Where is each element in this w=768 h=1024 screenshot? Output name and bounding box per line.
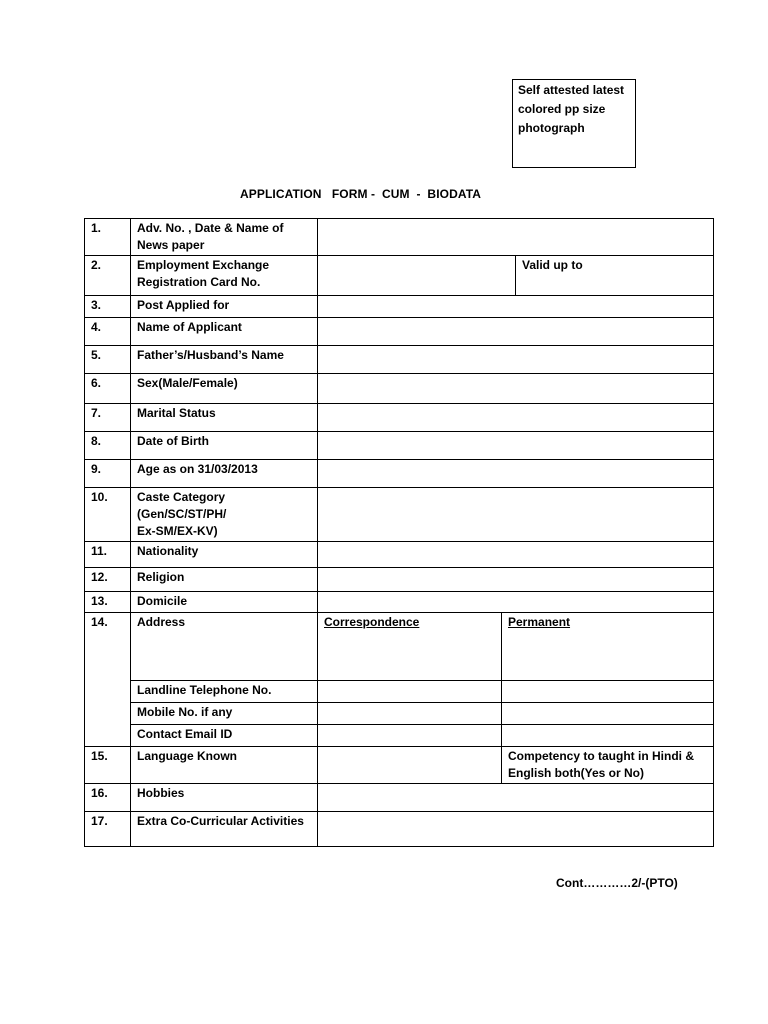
form-row-hobbies: [85, 784, 714, 812]
field-input-adv-no[interactable]: [318, 219, 714, 256]
field-input-hobbies[interactable]: [318, 784, 714, 812]
photo-box-line-3: photograph: [518, 121, 585, 135]
field-input-applicant-name[interactable]: [318, 318, 714, 346]
field-input-marital-status[interactable]: [318, 404, 714, 432]
field-label-line: Caste Category: [137, 490, 226, 504]
form-row-landline: [85, 681, 714, 703]
field-label-marital-status: Marital Status: [131, 404, 318, 432]
form-row-date-of-birth: [85, 432, 714, 460]
form-row-email: [85, 725, 714, 747]
field-label-landline: Landline Telephone No.: [131, 681, 318, 703]
field-address-permanent[interactable]: [502, 613, 714, 681]
field-input-landline-permanent[interactable]: [502, 681, 714, 703]
field-input-sex[interactable]: [318, 374, 714, 404]
correspondence-heading: Correspondence: [324, 615, 420, 629]
field-label-email: Contact Email ID: [131, 725, 318, 747]
field-label-sex: Sex(Male/Female): [131, 374, 318, 404]
field-input-mobile-correspondence[interactable]: [318, 703, 502, 725]
form-row-caste-category: [85, 488, 714, 542]
field-label-caste-category: [131, 488, 318, 542]
field-label-line: Registration Card No.: [137, 275, 261, 289]
form-row-address: [85, 613, 714, 681]
form-row-adv-no: [85, 219, 714, 256]
field-label-employment-exchange: [131, 256, 318, 296]
field-input-father-name[interactable]: [318, 346, 714, 374]
field-input-caste-category[interactable]: [318, 488, 714, 542]
field-label-address: Address: [131, 613, 318, 681]
permanent-heading: Permanent: [508, 615, 571, 629]
field-label-domicile: Domicile: [131, 592, 318, 613]
field-label-line: Ex-SM/EX-KV): [137, 524, 218, 538]
field-address-correspondence[interactable]: [318, 613, 502, 681]
form-row-religion: [85, 568, 714, 592]
row-number: 6.: [85, 374, 131, 404]
field-label-mobile: Mobile No. if any: [131, 703, 318, 725]
form-row-post-applied: [85, 296, 714, 318]
field-input-domicile[interactable]: [318, 592, 714, 613]
field-label-hobbies: Hobbies: [131, 784, 318, 812]
row-number: 12.: [85, 568, 131, 592]
field-label-applicant-name: Name of Applicant: [131, 318, 318, 346]
field-input-nationality[interactable]: [318, 542, 714, 568]
row-number: 3.: [85, 296, 131, 318]
form-row-domicile: [85, 592, 714, 613]
application-form-table: [84, 218, 714, 847]
competency-label-line: English both(Yes or No): [508, 766, 645, 780]
row-number: 2.: [85, 256, 131, 296]
form-row-language-known: [85, 747, 714, 784]
row-number: 17.: [85, 812, 131, 847]
field-label-post-applied: Post Applied for: [131, 296, 318, 318]
form-row-sex: [85, 374, 714, 404]
form-row-extra-curricular: [85, 812, 714, 847]
photo-placeholder-box: [512, 79, 636, 168]
row-number: 14.: [85, 613, 131, 747]
field-input-language-known[interactable]: [318, 747, 502, 784]
field-label-language-known: Language Known: [131, 747, 318, 784]
field-input-post-applied[interactable]: [318, 296, 714, 318]
field-label-line: (Gen/SC/ST/PH/: [137, 507, 227, 521]
form-row-applicant-name: [85, 318, 714, 346]
form-row-employment-exchange: [85, 256, 714, 296]
form-row-age: [85, 460, 714, 488]
field-competency-hindi-english[interactable]: [502, 747, 714, 784]
competency-label-line: Competency to taught in Hindi &: [508, 749, 694, 763]
row-number: 7.: [85, 404, 131, 432]
field-label-line: Adv. No. , Date & Name of: [137, 221, 284, 235]
form-row-nationality: [85, 542, 714, 568]
row-number: 15.: [85, 747, 131, 784]
continued-note: Cont…………2/-(PTO): [556, 876, 678, 890]
field-input-extra-curricular[interactable]: [318, 812, 714, 847]
row-number: 4.: [85, 318, 131, 346]
field-valid-up-to[interactable]: Valid up to: [516, 256, 714, 296]
photo-box-line-2: colored pp size: [518, 102, 606, 116]
field-input-mobile-permanent[interactable]: [502, 703, 714, 725]
field-label-line: News paper: [137, 238, 205, 252]
row-number: 1.: [85, 219, 131, 256]
field-input-email-correspondence[interactable]: [318, 725, 502, 747]
field-label-date-of-birth: Date of Birth: [131, 432, 318, 460]
field-label-line: Employment Exchange: [137, 258, 270, 272]
form-row-marital-status: [85, 404, 714, 432]
field-input-religion[interactable]: [318, 568, 714, 592]
field-input-date-of-birth[interactable]: [318, 432, 714, 460]
row-number: 11.: [85, 542, 131, 568]
field-label-father-name: Father’s/Husband’s Name: [131, 346, 318, 374]
row-number: 5.: [85, 346, 131, 374]
field-label-nationality: Nationality: [131, 542, 318, 568]
form-row-mobile: [85, 703, 714, 725]
row-number: 16.: [85, 784, 131, 812]
row-number: 8.: [85, 432, 131, 460]
field-label-extra-curricular: Extra Co-Curricular Activities: [131, 812, 318, 847]
field-input-landline-correspondence[interactable]: [318, 681, 502, 703]
row-number: 9.: [85, 460, 131, 488]
form-title: APPLICATION FORM - CUM - BIODATA: [240, 187, 482, 201]
photo-box-line-1: Self attested latest: [518, 83, 625, 97]
field-input-email-permanent[interactable]: [502, 725, 714, 747]
field-label-age: Age as on 31/03/2013: [131, 460, 318, 488]
field-input-age[interactable]: [318, 460, 714, 488]
field-input-registration-card-no[interactable]: [318, 256, 516, 296]
field-label-religion: Religion: [131, 568, 318, 592]
row-number: 10.: [85, 488, 131, 542]
field-label-adv-no: [131, 219, 318, 256]
row-number: 13.: [85, 592, 131, 613]
form-row-father-name: [85, 346, 714, 374]
